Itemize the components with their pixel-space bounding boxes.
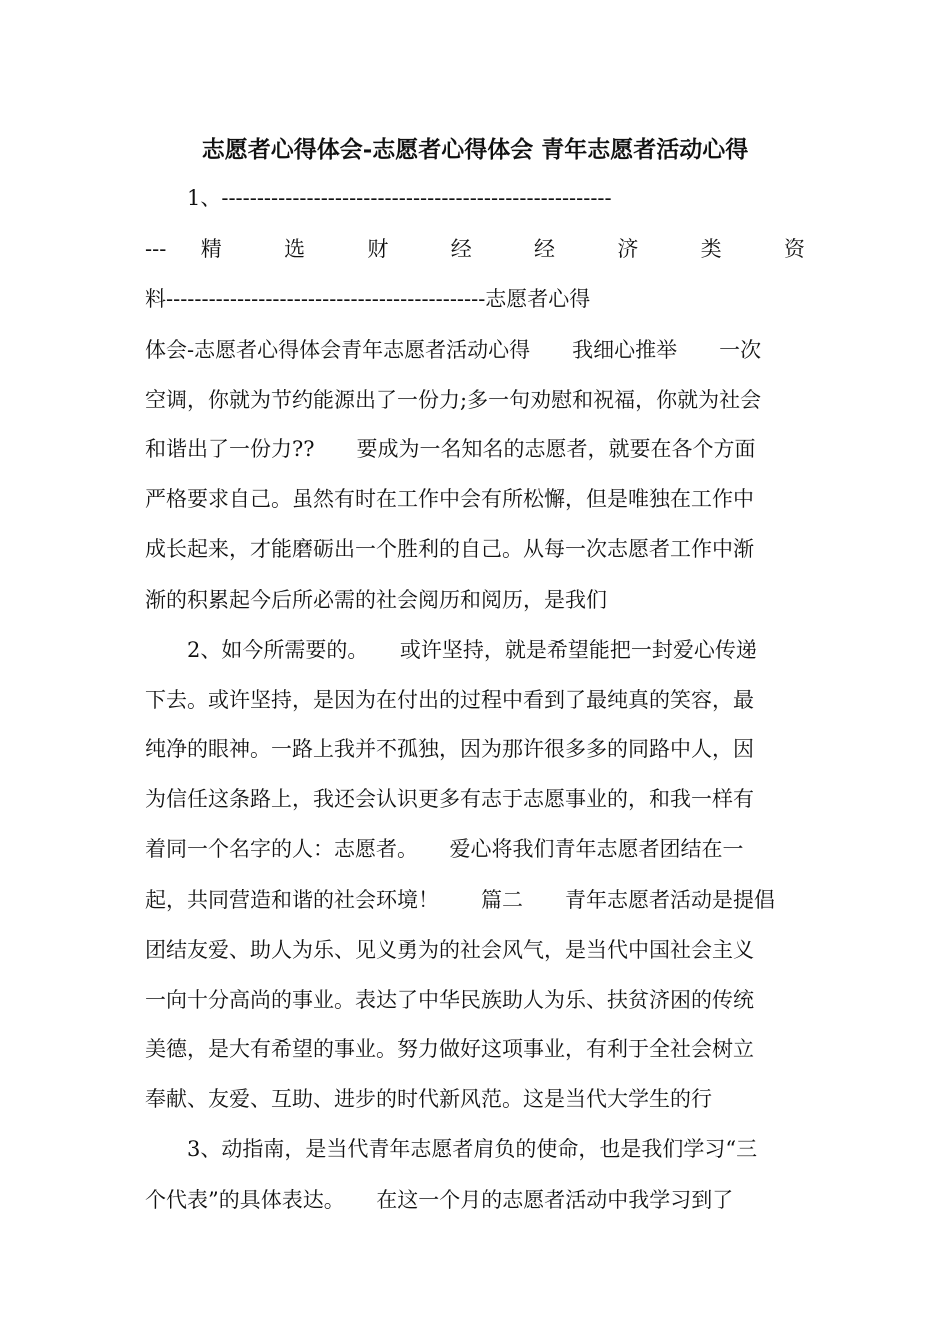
paragraph-line: 为信任这条路上，我还会认识更多有志于志愿事业的，和我一样有 xyxy=(145,787,754,811)
paragraph-line: 2、如今所需要的。 或许坚持，就是希望能把一封爱心传递 xyxy=(187,638,757,662)
paragraph-line: 一向十分高尚的事业。表达了中华民族助人为乐、扶贫济困的传统 xyxy=(145,988,754,1012)
paragraph-line: 体会-志愿者心得体会青年志愿者活动心得 我细心推举 一次 xyxy=(145,338,762,362)
document-title: 志愿者心得体会-志愿者心得体会 青年志愿者活动心得 xyxy=(201,136,749,163)
paragraph-line: 渐的积累起今后所必需的社会阅历和阅历，是我们 xyxy=(145,588,607,612)
paragraph-line: 着同一个名字的人：志愿者。 爱心将我们青年志愿者团结在一 xyxy=(145,837,744,861)
paragraph-line: 下去。或许坚持，是因为在付出的过程中看到了最纯真的笑容，最 xyxy=(145,688,754,712)
paragraph-line: 个代表”的具体表达。 在这一个月的志愿者活动中我学习到了 xyxy=(145,1188,734,1212)
paragraph-line: 和谐出了一份力?? 要成为一名知名的志愿者，就要在各个方面 xyxy=(145,437,756,461)
paragraph-line: 3、动指南，是当代青年志愿者肩负的使命，也是我们学习“三 xyxy=(187,1137,758,1161)
paragraph-line: 严格要求自己。虽然有时在工作中会有所松懈，但是唯独在工作中 xyxy=(145,487,754,511)
paragraph-line: 团结友爱、助人为乐、见义勇为的社会风气，是当代中国社会主义 xyxy=(145,938,754,962)
paragraph-line: 空调，你就为节约能源出了一份力;多一句劝慰和祝福，你就为社会 xyxy=(145,388,762,412)
paragraph-line: 纯净的眼神。一路上我并不孤独，因为那许很多多的同路中人，因 xyxy=(145,737,754,761)
paragraph-line: --- 精 选 财 经 经 济 类 资 xyxy=(145,237,805,261)
paragraph-line: 成长起来，才能磨砺出一个胜利的自己。从每一次志愿者工作中渐 xyxy=(145,537,754,561)
paragraph-line: 美德，是大有希望的事业。努力做好这项事业，有利于全社会树立 xyxy=(145,1037,754,1061)
paragraph-line: 起，共同营造和谐的社会环境！ 篇二 青年志愿者活动是提倡 xyxy=(145,888,775,912)
paragraph-line: 1、------------------------------------------------------- xyxy=(187,186,612,210)
paragraph-line: 奉献、友爱、互助、进步的时代新风范。这是当代大学生的行 xyxy=(145,1087,712,1111)
paragraph-line: 料---------------------------------------------志愿者心得 xyxy=(145,287,591,311)
